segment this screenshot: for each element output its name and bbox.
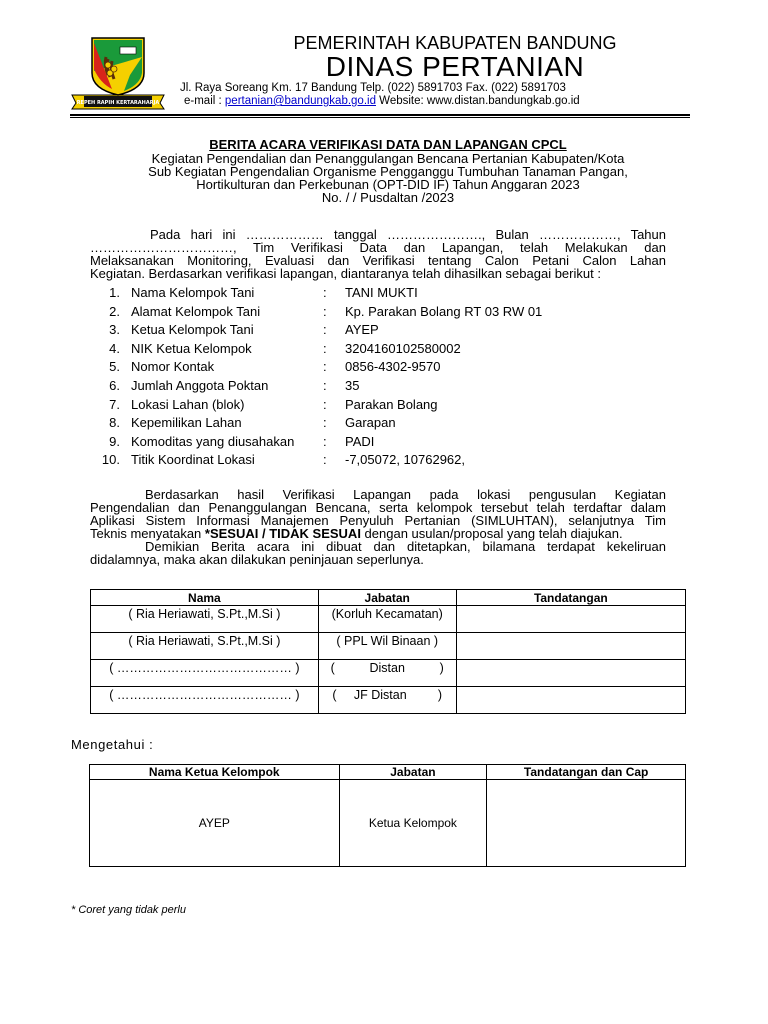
acknowledged-label: Mengetahui : [71,737,154,752]
sub-activity-line-2: Hortikulturan dan Perkebunan (OPT-DID IF) Tahun Anggaran 2023 [196,177,580,192]
verifier-name: ( Ria Heriawati, S.Pt.,M.Si ) [91,606,319,633]
item-number: 8. [109,415,120,430]
result-line: Pengendalian dan Penanggulangan Bencana, serta kelompok tersebut telah terdaftar dalam [90,500,666,515]
column-header: Jabatan [339,765,487,780]
table-header-row [91,590,686,606]
item-label: Titik Koordinat Lokasi [131,452,255,467]
column-header: Jabatan [318,590,456,606]
item-colon: : [323,378,327,393]
item-colon: : [323,452,327,467]
email-link[interactable]: pertanian@bandungkab.go.id [224,95,376,107]
item-label: Kepemilikan Lahan [131,415,242,430]
leader-name: AYEP [90,780,340,867]
result-text: Teknis menyatakan [90,526,205,541]
item-value: AYEP [345,322,379,337]
verifier-name: ( …………………………………… ) [91,660,319,687]
item-label: NIK Ketua Kelompok [131,341,252,356]
intro-line: Pada hari ini ……………… tanggal …………………., Bulan ………………, Tahun [150,227,666,242]
website-text: Website: www.distan.bandungkab.go.id [375,95,580,107]
svg-text:REPEH RAPIH KERTARAHARJA: REPEH RAPIH KERTARAHARJA [76,100,160,106]
table-row [90,780,686,867]
item-colon: : [323,359,327,374]
item-number: 4. [109,341,120,356]
item-colon: : [323,322,327,337]
item-colon: : [323,415,327,430]
leader-position: Ketua Kelompok [339,780,487,867]
document-title: BERITA ACARA VERIFIKASI DATA DAN LAPANGAN CPCL [209,137,567,152]
column-header: Tandatangan dan Cap [487,765,686,780]
table-row [91,687,686,714]
item-value: 3204160102580002 [345,341,461,356]
item-label: Nama Kelompok Tani [131,285,255,300]
compliance-statement: *SESUAI / TIDAK SESUAI [204,526,361,541]
office-address: Jl. Raya Soreang Km. 17 Bandung Telp. (022) 5891703 Fax. (022) 5891703 [180,82,566,94]
document-number: No. / / Pusdaltan /2023 [321,190,455,205]
signature-stamp-cell [487,780,686,867]
column-header: Tandatangan [456,590,685,606]
item-number: 5. [109,359,120,374]
item-label: Nomor Kontak [131,359,215,374]
letterhead-divider [70,114,690,118]
group-leader-table [89,764,686,867]
verifier-position: (Korluh Kecamatan) [318,606,456,633]
table-row [91,633,686,660]
item-value: Garapan [345,415,396,430]
item-label: Ketua Kelompok Tani [131,322,254,337]
verifier-signature-table [90,589,686,714]
item-number: 9. [109,434,120,449]
item-colon: : [323,304,327,319]
table-header-row [90,765,686,780]
closing-line: didalamnya, maka akan dilakukan peninjauan seperlunya. [90,552,424,567]
verifier-position: ( Distan ) [318,660,456,687]
column-header: Nama [91,590,319,606]
item-number: 7. [109,397,120,412]
item-number: 6. [109,378,120,393]
item-value: Kp. Parakan Bolang RT 03 RW 01 [345,304,543,319]
signature-cell [456,633,685,660]
verifier-name: ( …………………………………… ) [91,687,319,714]
item-value: 35 [345,378,360,393]
item-number: 2. [109,304,120,319]
closing-line: Demikian Berita acara ini dibuat dan ditetapkan, bilamana terdapat kekeliruan [145,539,666,554]
item-number: 3. [109,322,120,337]
item-colon: : [323,397,327,412]
department-name: DINAS PERTANIAN [325,51,585,82]
signature-cell [456,606,685,633]
intro-line: Melaksanakan Monitoring, Evaluasi dan Verifikasi tentang Calon Petani Calon Lahan [90,253,666,268]
intro-line: Kegiatan. Berdasarkan verifikasi lapangan, diantaranya telah dihasilkan sebagai berikut : [90,266,601,281]
activity-line: Kegiatan Pengendalian dan Penanggulangan Bencana Pertanian Kabupaten/Kota [151,151,625,166]
item-number: 10. [101,452,120,467]
email-label: e-mail : [184,95,225,107]
item-value: -7,05072, 10762962, [345,452,465,467]
table-row [91,660,686,687]
item-label: Lokasi Lahan (blok) [131,397,245,412]
verifier-position: ( JF Distan ) [318,687,456,714]
item-colon: : [323,434,327,449]
sub-activity-line: Sub Kegiatan Pengendalian Organisme Pengganggu Tumbuhan Tanaman Pangan, [148,164,628,179]
item-value: PADI [345,434,375,449]
item-label: Jumlah Anggota Poktan [131,378,269,393]
item-colon: : [323,285,327,300]
item-value: Parakan Bolang [345,397,438,412]
intro-paragraph [90,228,666,280]
item-label: Komoditas yang diusahakan [131,434,295,449]
item-number: 1. [109,285,120,300]
item-label: Alamat Kelompok Tani [131,304,261,319]
result-line: Berdasarkan hasil Verifikasi Lapangan pada lokasi pengusulan Kegiatan [145,487,666,502]
signature-cell [456,660,685,687]
item-value: 0856-4302-9570 [345,359,441,374]
footnote: * Coret yang tidak perlu [71,904,186,916]
government-name: PEMERINTAH KABUPATEN BANDUNG [293,33,617,53]
verifier-position: ( PPL Wil Binaan ) [318,633,456,660]
result-line: Aplikasi Sistem Informasi Manajemen Penyuluh Pertanian (SIMLUHTAN), selanjutnya Tim [90,513,666,528]
table-row [91,606,686,633]
signature-cell [456,687,685,714]
result-text: dengan usulan/proposal yang telah diajukan. [360,526,623,541]
verifier-name: ( Ria Heriawati, S.Pt.,M.Si ) [91,633,319,660]
contact-line [184,95,580,107]
item-colon: : [323,341,327,356]
column-header: Nama Ketua Kelompok [90,765,340,780]
item-value: TANI MUKTI [345,285,418,300]
result-paragraph [90,488,666,566]
intro-line: ……………………………, Tim Verifikasi Data dan Lapangan, telah Melakukan dan [90,240,666,255]
